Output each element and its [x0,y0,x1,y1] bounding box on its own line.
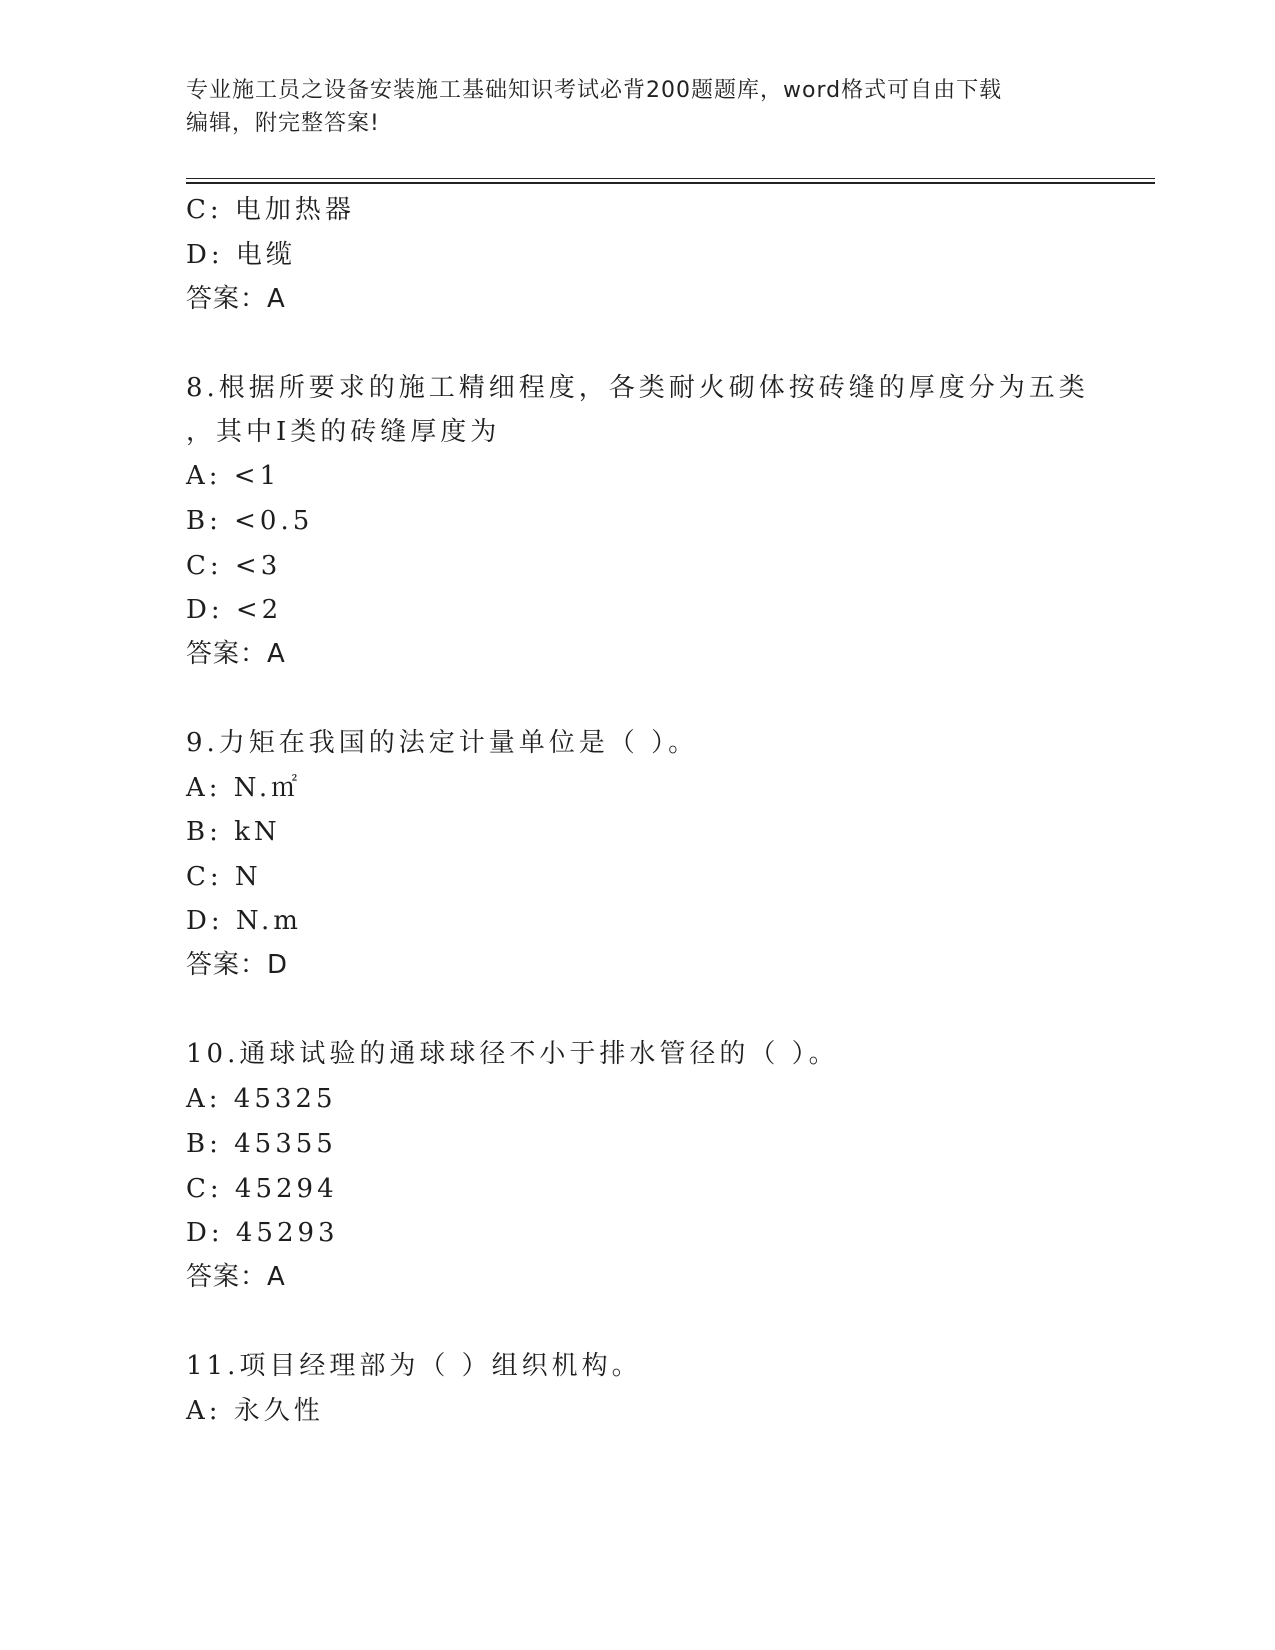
question-10-text: 10.通球试验的通球球径不小于排水管径的（ ）。 [186,1039,839,1069]
header-line-1: 专业施工员之设备安装施工基础知识考试必背200题题库，word格式可自由下载 [186,78,1003,103]
option-a: A: N.㎡ [186,773,302,803]
header-line-2: 编辑，附完整答案! [186,111,380,136]
option-b: B: <0.5 [186,506,314,536]
answer-label: 答案：A [186,1262,286,1292]
option-c: C: N [186,862,262,892]
header-divider-top [186,178,1155,179]
option-c: C: 45294 [186,1174,338,1204]
document-header [186,74,1086,140]
option-a: A: 45325 [186,1084,337,1114]
option-c: C: 电加热器 [186,195,355,225]
option-b: B: 45355 [186,1129,337,1159]
option-d: D: N.m [186,906,302,936]
answer-label: 答案：A [186,639,286,669]
option-d: D: <2 [186,595,283,625]
option-c: C: <3 [186,551,282,581]
option-d: D: 45293 [186,1218,339,1248]
option-a: A: <1 [186,461,281,491]
option-d: D: 电缆 [186,240,296,270]
option-a: A: 永久性 [186,1396,324,1426]
question-9-text: 9.力矩在我国的法定计量单位是（ ）。 [186,728,699,758]
answer-label: 答案：A [186,284,286,314]
option-b: B: kN [186,817,281,847]
question-8-text-line-2: ，其中Ⅰ类的砖缝厚度为 [186,417,501,447]
answer-label: 答案：D [186,950,289,980]
header-divider-bottom [186,182,1155,184]
question-8-text-line-1: 8.根据所要求的施工精细程度，各类耐火砌体按砖缝的厚度分为五类 [186,373,1089,403]
question-11-text: 11.项目经理部为（ ）组织机构。 [186,1351,642,1381]
